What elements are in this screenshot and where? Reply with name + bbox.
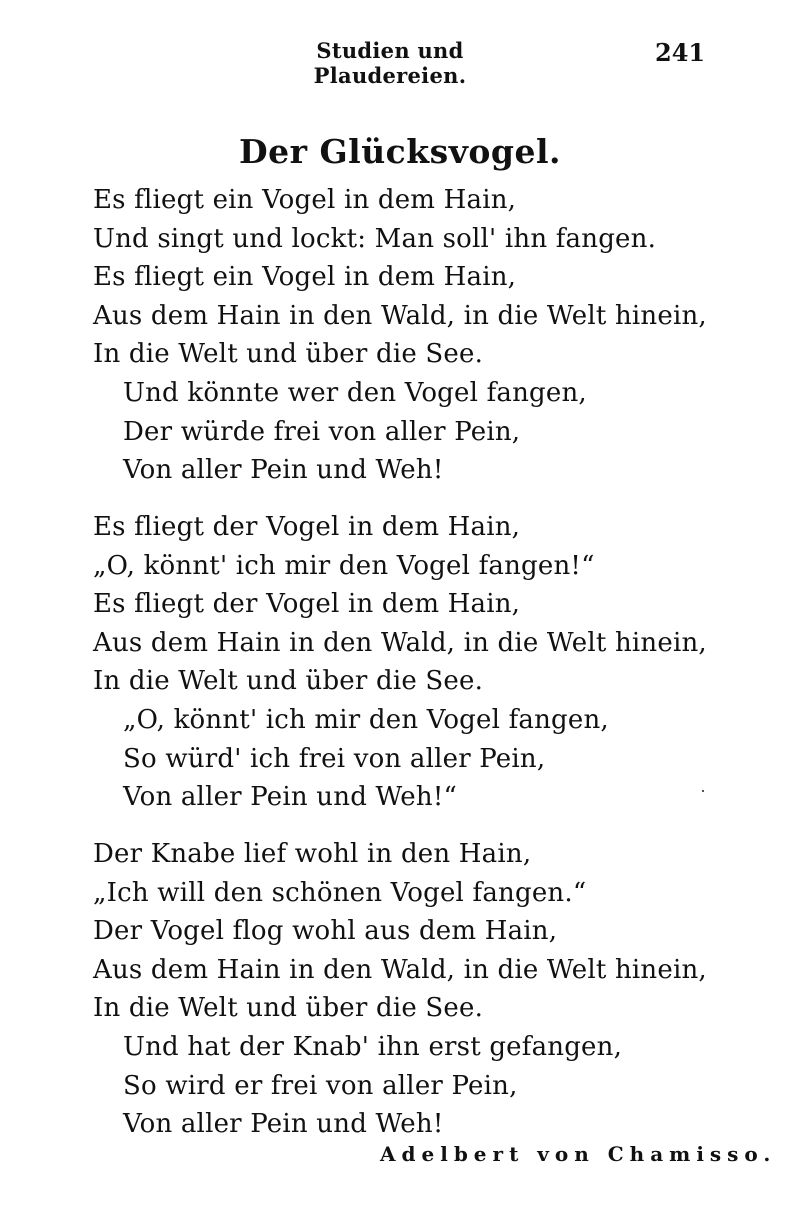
- poem-line: Aus dem Hain in den Wald, in die Welt hinein,: [93, 627, 707, 658]
- poem-line: „O, könnt' ich mir den Vogel fangen!“: [93, 550, 595, 581]
- poem-line-refrain: Und hat der Knab' ihn erst gefangen,: [123, 1031, 623, 1062]
- author-signature: Adelbert von Chamisso.: [380, 1142, 777, 1166]
- poem-line: Und singt und lockt: Man soll' ihn fangen.: [93, 223, 657, 254]
- poem-line-refrain: So wird er frei von aller Pein,: [123, 1070, 518, 1101]
- poem-line-refrain: Und könnte wer den Vogel fangen,: [123, 377, 587, 408]
- poem-line: „Ich will den schönen Vogel fangen.“: [93, 877, 587, 908]
- poem-line: In die Welt und über die See.: [93, 993, 484, 1024]
- poem-line: Der Knabe lief wohl in den Hain,: [93, 839, 532, 869]
- stanza-3: [93, 835, 707, 1144]
- poem-title: Der Glücksvogel.: [238, 132, 561, 171]
- poem-line-refrain: So würd' ich frei von aller Pein,: [123, 743, 546, 774]
- poem-line: In die Welt und über die See.: [93, 339, 484, 370]
- poem-line: Aus dem Hain in den Wald, in die Welt hinein,: [93, 954, 707, 985]
- poem-line: Es fliegt der Vogel in dem Hain,: [93, 512, 521, 542]
- poem-line-refrain: Der würde frei von aller Pein,: [123, 416, 521, 447]
- running-title: Studien und Plaudereien.: [313, 38, 467, 88]
- stanza-2: [93, 508, 707, 817]
- poem-line-refrain: Von aller Pein und Weh!“: [123, 782, 457, 813]
- poem-line: Aus dem Hain in den Wald, in die Welt hinein,: [93, 300, 707, 331]
- poem-line: Es fliegt ein Vogel in dem Hain,: [93, 185, 517, 215]
- poem-line: Der Vogel flog wohl aus dem Hain,: [93, 916, 558, 947]
- poem-line: Es fliegt ein Vogel in dem Hain,: [93, 262, 517, 293]
- poem-line: In die Welt und über die See.: [93, 666, 484, 697]
- poem-line-refrain: Von aller Pein und Weh!: [123, 1109, 444, 1140]
- stanza-1: [93, 181, 707, 490]
- page-number: 241: [655, 38, 706, 67]
- poem-line-refrain: „O, könnt' ich mir den Vogel fangen,: [123, 704, 609, 735]
- poem-line-refrain: Von aller Pein und Weh!: [123, 455, 444, 486]
- poem-line: Es fliegt der Vogel in dem Hain,: [93, 589, 521, 620]
- print-speck: [702, 790, 704, 792]
- running-header: [0, 38, 794, 88]
